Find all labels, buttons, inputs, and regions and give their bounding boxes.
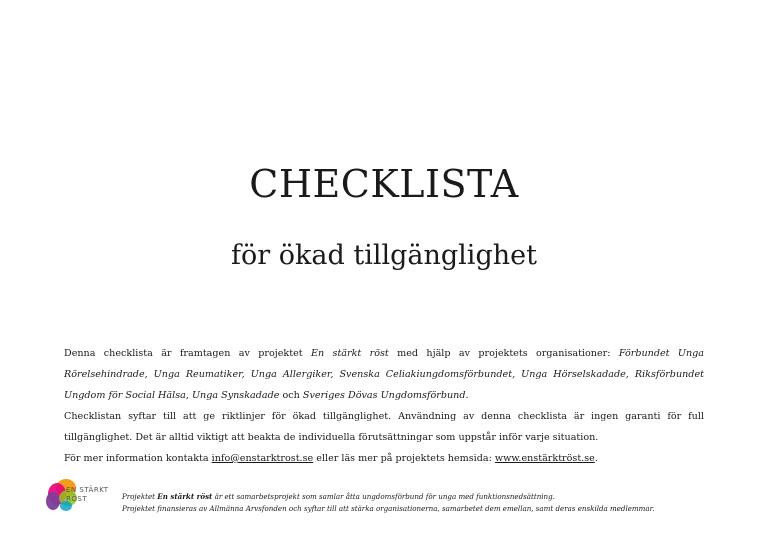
logo-purple-blob [46, 492, 60, 510]
website-link[interactable]: www.enstärktröst.se [494, 453, 595, 464]
footer-text-before: Projektet [122, 492, 158, 501]
footer-project-name: En stärkt röst [157, 492, 213, 501]
project-name: En stärkt röst [310, 348, 389, 359]
logo-line-2: RÖST [66, 495, 88, 503]
email-link[interactable]: info@enstarktrost.se [211, 453, 314, 464]
intro-period: . [465, 390, 469, 401]
contact-text-before: För mer information kontakta [64, 453, 212, 464]
footer-line-2: Projektet finansieras av Allmänna Arvsfonden och syftar till att stärka organisationerna, samarbetet dem emellan, samt deras enskilda medlemmar. [122, 504, 655, 513]
purpose-paragraph: Checklistan syftar till att ge riktlinjer för ökad tillgänglighet. Användning av denna checklista är ingen garanti för full tillgänglighet. Det är alltid viktigt att beakta de individuella förutsättningar som uppstår inför varje situation. [64, 411, 704, 443]
page-title: CHECKLISTA [249, 162, 519, 206]
contact-period: . [594, 453, 598, 464]
org-list: Förbundet Unga Rörelsehindrade, Unga Reumatiker, Unga Allergiker, Svenska Celiakiungdomsförbundet, Unga Hörselskadade, Riksförbundet Ungdom för Social Hälsa, Unga Synskadade [64, 348, 704, 401]
footer-line-1 [122, 491, 722, 503]
intro-paragraph [64, 343, 704, 406]
body-text [64, 343, 704, 469]
logo-text [66, 486, 109, 504]
contact-paragraph [64, 448, 704, 469]
footer [122, 491, 722, 515]
logo-line-1: EN STÄRKT [66, 486, 109, 494]
intro-text-before: Denna checklista är framtagen av projektet [64, 348, 311, 359]
footer-text-after: är ett samarbetsprojekt som samlar åtta ungdomsförbund för unga med funktionsnedsättning. [212, 492, 555, 501]
org-last: Sveriges Dövas Ungdomsförbund [302, 390, 466, 401]
and-word: och [279, 390, 303, 401]
contact-text-middle: eller läs mer på projektets hemsida: [313, 453, 495, 464]
page-subtitle: för ökad tillgänglighet [231, 240, 537, 271]
intro-text-middle: med hjälp av projektets organisationer: [388, 348, 619, 359]
